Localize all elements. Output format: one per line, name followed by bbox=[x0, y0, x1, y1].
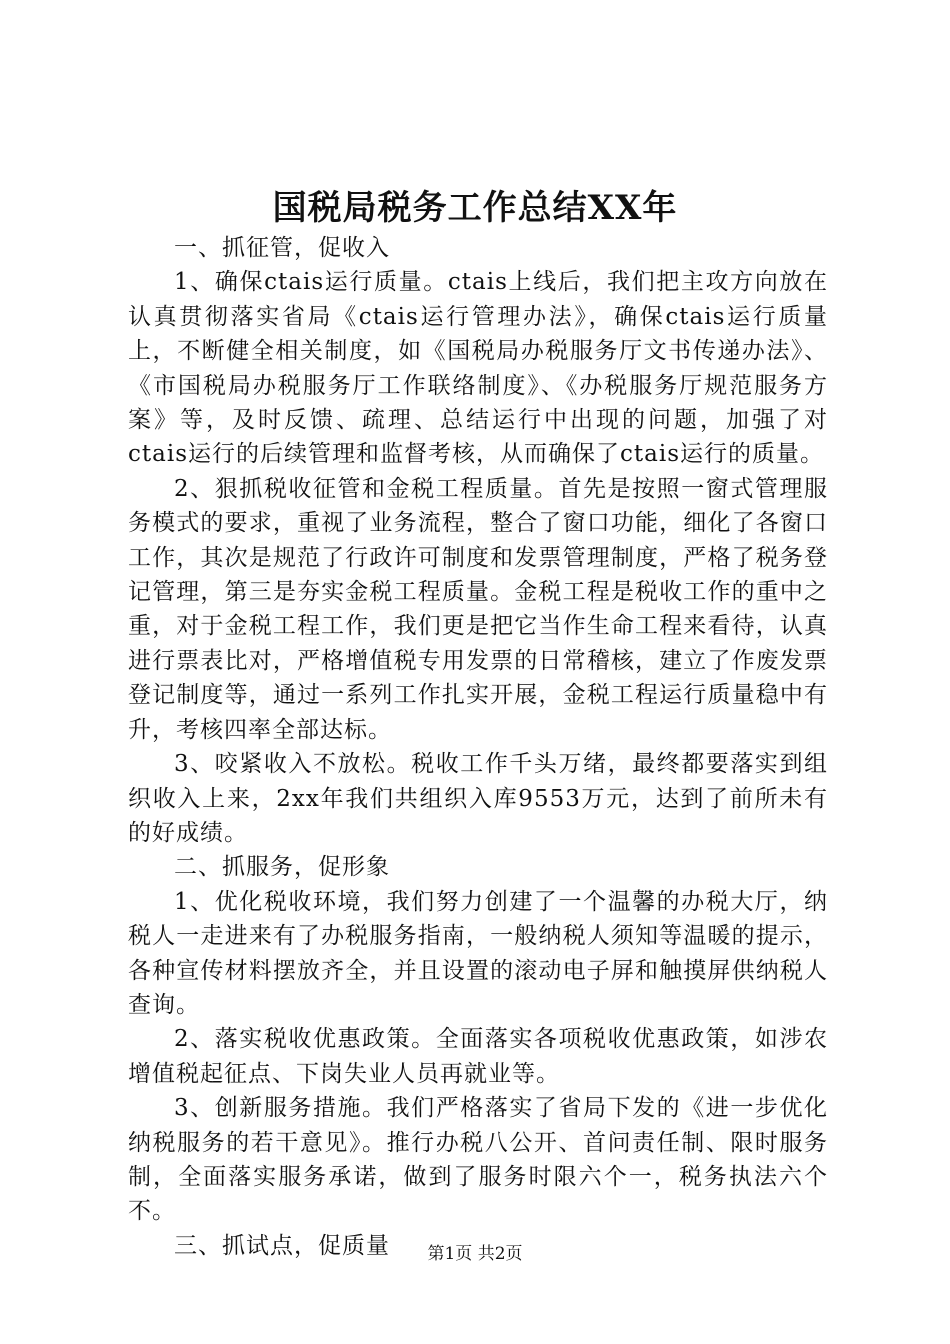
section-heading: 二、抓服务，促形象 bbox=[174, 854, 390, 881]
document-body bbox=[128, 231, 828, 1263]
document-title: 国税局税务工作总结XX年 bbox=[272, 188, 678, 228]
paragraph: 1、优化税收环境，我们努力创建了一个温馨的办税大厅，纳税人一走进来有了办税服务指南，一般纳税人须知等温暖的提示，各种宣传材料摆放齐全，并且设置的滚动电子屏和触摸屏供纳税人查询。 bbox=[128, 888, 828, 1018]
paragraph: 3、创新服务措施。我们严格落实了省局下发的《进一步优化纳税服务的若干意见》。推行办税八公开、首问责任制、限时服务制，全面落实服务承诺，做到了服务时限六个一，税务执法六个不。 bbox=[128, 1095, 828, 1225]
section-heading: 三、抓试点，促质量 bbox=[174, 1232, 390, 1259]
section-heading: 一、抓征管，促收入 bbox=[174, 235, 390, 261]
paragraph: 1、确保ctais运行质量。ctais上线后，我们把主攻方向放在认真贯彻落实省局《ctais运行管理办法》，确保ctais运行质量上，不断健全相关制度，如《国税局办税服务厅文书传递办法》、《市国税局办税服务厅工作联络制度》、《办税服务厅规范服务方案》等，及时反馈、疏理、总结运行中出现的问题，加强了对ctais运行的后续管理和监督考核，从而确保了ctais运行的质量。 bbox=[128, 269, 828, 468]
paragraph: 2、狠抓税收征管和金税工程质量。首先是按照一窗式管理服务模式的要求，重视了业务流程，整合了窗口功能，细化了各窗口工作，其次是规范了行政许可制度和发票管理制度，严格了税务登记管理，第三是夯实金税工程质量。金税工程是税收工作的重中之重，对于金税工程工作，我们更是把它当作生命工程来看待，认真进行票表比对，严格增值税专用发票的日常稽核，建立了作废发票登记制度等，通过一系列工作扎实开展，金税工程运行质量稳中有升，考核四率全部达标。 bbox=[128, 475, 828, 743]
paragraph: 3、咬紧收入不放松。税收工作千头万绪，最终都要落实到组织收入上来，2xx年我们共组织入库9553万元，达到了前所未有的好成绩。 bbox=[128, 751, 828, 846]
page-number-footer: 第1页 共2页 bbox=[427, 1244, 523, 1264]
paragraph: 2、落实税收优惠政策。全面落实各项税收优惠政策，如涉农增值税起征点、下岗失业人员再就业等。 bbox=[128, 1026, 828, 1087]
